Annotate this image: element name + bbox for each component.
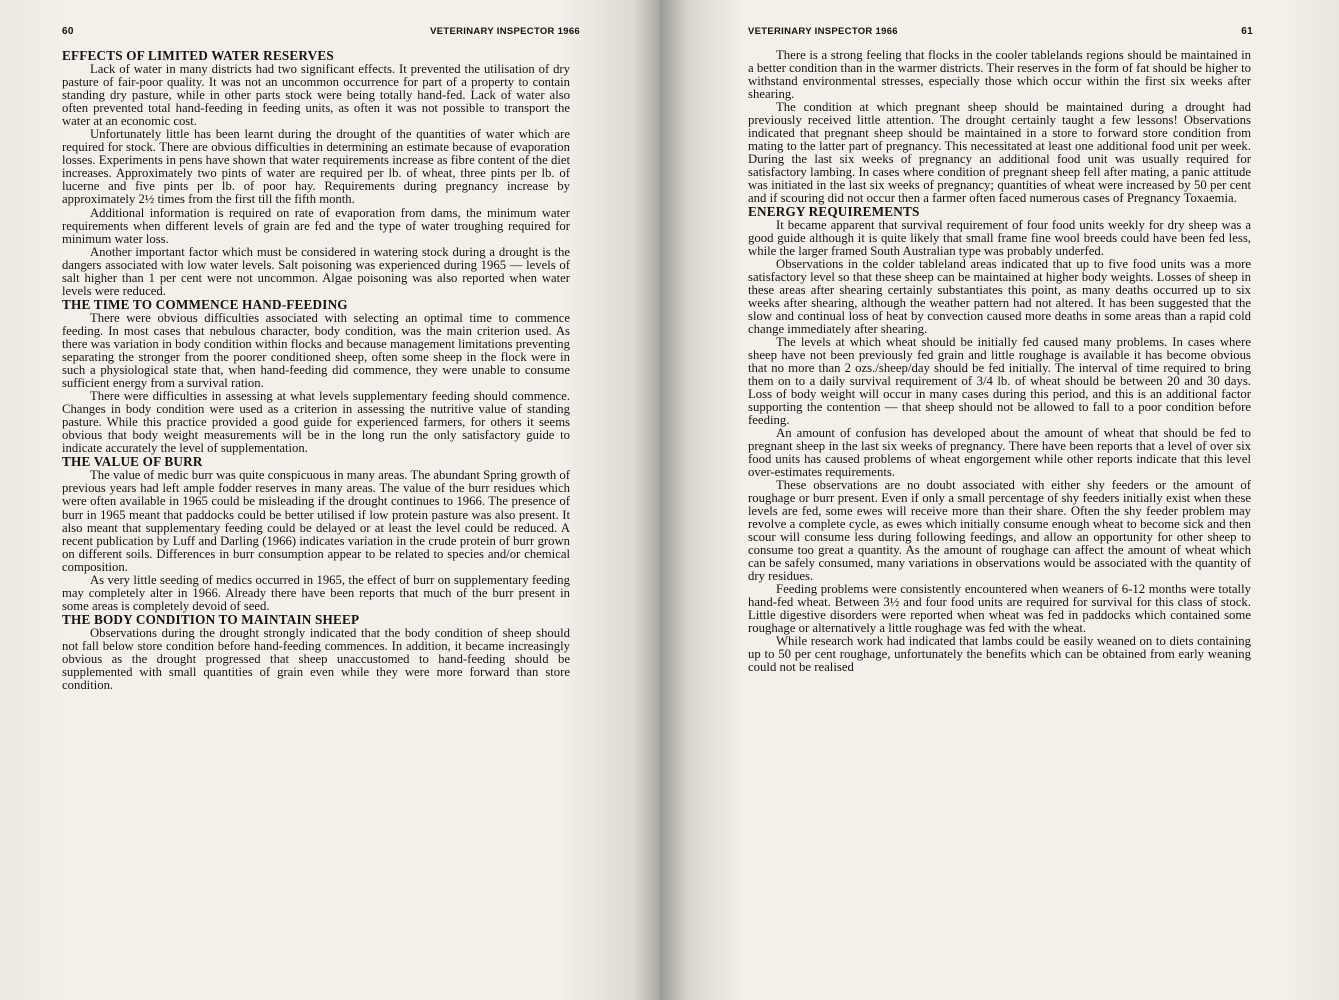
body-paragraph: Observations during the drought strongly indicated that the body condition of sheep should not fall below store condition before hand-feeding commences. In addition, it became increasingly obvious as the drought progressed that sheep unaccustomed to hand-feeding should be supplemented with small quantities of grain even while they were more forward than store condition.	[62, 625, 570, 693]
left-running-head	[62, 26, 580, 37]
body-paragraph: Additional information is required on rate of evaporation from dams, the minimum water requirements when different levels of grain are fed and the type of water troughing required for minimum water loss.	[62, 205, 570, 246]
left-page-body	[62, 49, 570, 692]
section-heading: THE VALUE OF BURR	[62, 454, 203, 470]
body-paragraph: As very little seeding of medics occurred in 1965, the effect of burr on supplementary feeding may completely alter in 1966. Already there have been reports that much of the burr present in some areas is completely devoid of seed.	[62, 572, 570, 613]
body-paragraph: The condition at which pregnant sheep should be maintained during a drought had previously received little attention. The drought certainly taught a few lessons! Observations indicated that pregnant sheep should be maintained in a store to forward store condition from mating to the latter part of pregnancy. This necessitated at least one additional food unit per week. During the last six weeks of pregnancy an additional food unit was usually required for satisfactory lambing. In cases where condition of pregnant sheep fell after mating, a panic attitude was initiated in the last six weeks of pregnancy; quantities of wheat were increased by 50 per cent and if scouring did not occur then a farmer often faced numerous cases of Pregnancy Toxaemia.	[748, 100, 1251, 205]
section-heading: THE BODY CONDITION TO MAINTAIN SHEEP	[62, 611, 360, 627]
right-page-body	[748, 49, 1251, 674]
running-head-title: VETERINARY INSPECTOR 1966	[430, 26, 580, 37]
section-heading: ENERGY REQUIREMENTS	[748, 204, 920, 219]
body-paragraph: Lack of water in many districts had two significant effects. It prevented the utilisation of dry pasture of fair-poor quality. It was not an uncommon occurrence for part of a property to contain standing dry pasture, while in other parts stock were being totally hand-fed. Lack of water also often prevented total hand-feeding in feeding units, as often it was not possible to transport the water at an economic cost.	[62, 62, 570, 129]
left-page	[0, 0, 660, 1000]
page-number: 61	[1241, 26, 1253, 37]
body-paragraph: Observations in the colder tableland areas indicated that up to five food units was a more satisfactory level so that these sheep can be maintained at higher body weights. Losses of sheep in these areas after shearing certainly substantiates this point, as many deaths occurred up to six weeks after shearing, although the weather pattern had not altered. It has been suggested that the slow and continual loss of heat by convection caused more deaths in some areas than a rapid cold change immediately after shearing.	[748, 257, 1251, 336]
body-paragraph: Feeding problems were consistently encountered when weaners of 6-12 months were totally hand-fed wheat. Between 3½ and four food units are required for survival for this class of stock. Little digestive disorders were reported when wheat was fed in paddocks which contained some roughage or alternatively a little roughage was fed with the wheat.	[748, 582, 1251, 635]
body-paragraph: The value of medic burr was quite conspicuous in many areas. The abundant Spring growth of previous years had left ample fodder reserves in many areas. The value of the burr residues which were often available in 1965 could be misleading if the drought continues to 1966. The presence of burr in 1965 meant that paddocks could be better utilised if low protein pasture was also present. It also meant that supplementary feeding could be delayed or at least the level could be reduced. A recent publication by Luff and Darling (1966) indicates variation in the crude protein of burr grown on different soils. Differences in burr consumption appear to be related to species and/or chemical composition.	[62, 468, 570, 574]
body-paragraph: There is a strong feeling that flocks in the cooler tablelands regions should be maintained in a better condition than in the warmer districts. Their reserves in the form of fat should be higher to withstand environmental stresses, especially those which occur within the first six weeks after shearing.	[748, 48, 1251, 101]
body-paragraph: There were obvious difficulties associated with selecting an optimal time to commence feeding. In most cases that nebulous character, body condition, was the main criterion used. As there was variation in body condition within flocks and because management limitations preventing separating the stronger from the poorer conditioned sheep, often some sheep in the flock were in such a physiological state that, when hand-feeding did commence, they were unable to consume sufficient energy from a survival ration.	[62, 310, 570, 391]
body-paragraph: An amount of confusion has developed about the amount of wheat that should be fed to pregnant sheep in the last six weeks of pregnancy. There have been reports that a level of over six food units has caused problems of wheat engorgement while other reports indicate that this level over-estimates requirements.	[748, 426, 1251, 479]
body-paragraph: Unfortunately little has been learnt during the drought of the quantities of water which are required for stock. There are obvious difficulties in determining an estimate because of evaporation losses. Experiments in pens have shown that water requirements increase as fibre content of the diet increases. Approximately two pints of water are required per lb. of wheat, three pints per lb. of lucerne and five pints per lb. of poor hay. Requirements during pregnancy increase by approximately 2½ times from the first till the fifth month.	[62, 127, 570, 207]
body-paragraph: It became apparent that survival requirement of four food units weekly for dry sheep was a good guide although it is quite likely that small frame fine wool breeds could have been fed less, while the larger framed South Australian type was probably underfed.	[748, 218, 1251, 258]
body-paragraph: Another important factor which must be considered in watering stock during a drought is the dangers associated with low water levels. Salt poisoning was experienced during 1965 — levels of salt higher than 1 per cent were not uncommon. Algae poisoning was also reported when water levels were reduced.	[62, 244, 570, 298]
section-heading: THE TIME TO COMMENCE HAND-FEEDING	[62, 296, 348, 312]
body-paragraph: While research work had indicated that lambs could be easily weaned on to diets containing up to 50 per cent roughage, unfortunately the benefits which can be obtained from early weaning could not be realised	[748, 634, 1251, 674]
body-paragraph: These observations are no doubt associated with either shy feeders or the amount of roughage or burr present. Even if only a small percentage of shy feeders initially exist when these levels are fed, some ewes will receive more than their share. Often the shy feeder problem may revolve a complete cycle, as ewes which initially consume enough wheat to become sick and then scour will consume less during following feedings, and allow an opportunity for other sheep to consume too great a quantity. As the amount of roughage can affect the amount of wheat which can be safely consumed, many variations in observations would be associated with the quantity of dry residues.	[748, 478, 1251, 583]
right-running-head	[748, 26, 1251, 37]
body-paragraph: The levels at which wheat should be initially fed caused many problems. In cases where sheep have not been previously fed grain and little roughage is available it has become obvious that no more than 2 ozs./sheep/day should be fed initially. The interval of time required to bring them on to a daily survival requirement of 3/4 lb. of wheat should be between 20 and 30 days. Loss of body weight will occur in many cases during this period, and this is an additional factor supporting the contention — that sheep should not be allowed to fall to a poor condition before feeding.	[748, 335, 1251, 427]
running-head-title: VETERINARY INSPECTOR 1966	[748, 26, 898, 37]
section-heading: EFFECTS OF LIMITED WATER RESERVES	[62, 48, 334, 63]
page-number: 60	[62, 26, 74, 37]
body-paragraph: There were difficulties in assessing at what levels supplementary feeding should commence. Changes in body condition were used as a criterion in assessing the nutritive value of standing pasture. While this practice provided a good guide for experienced farmers, for others it seems obvious that body weight measurements will be in the long run the only satisfactory guide to indicate accurately the level of supplementation.	[62, 389, 570, 456]
right-page	[660, 0, 1339, 1000]
